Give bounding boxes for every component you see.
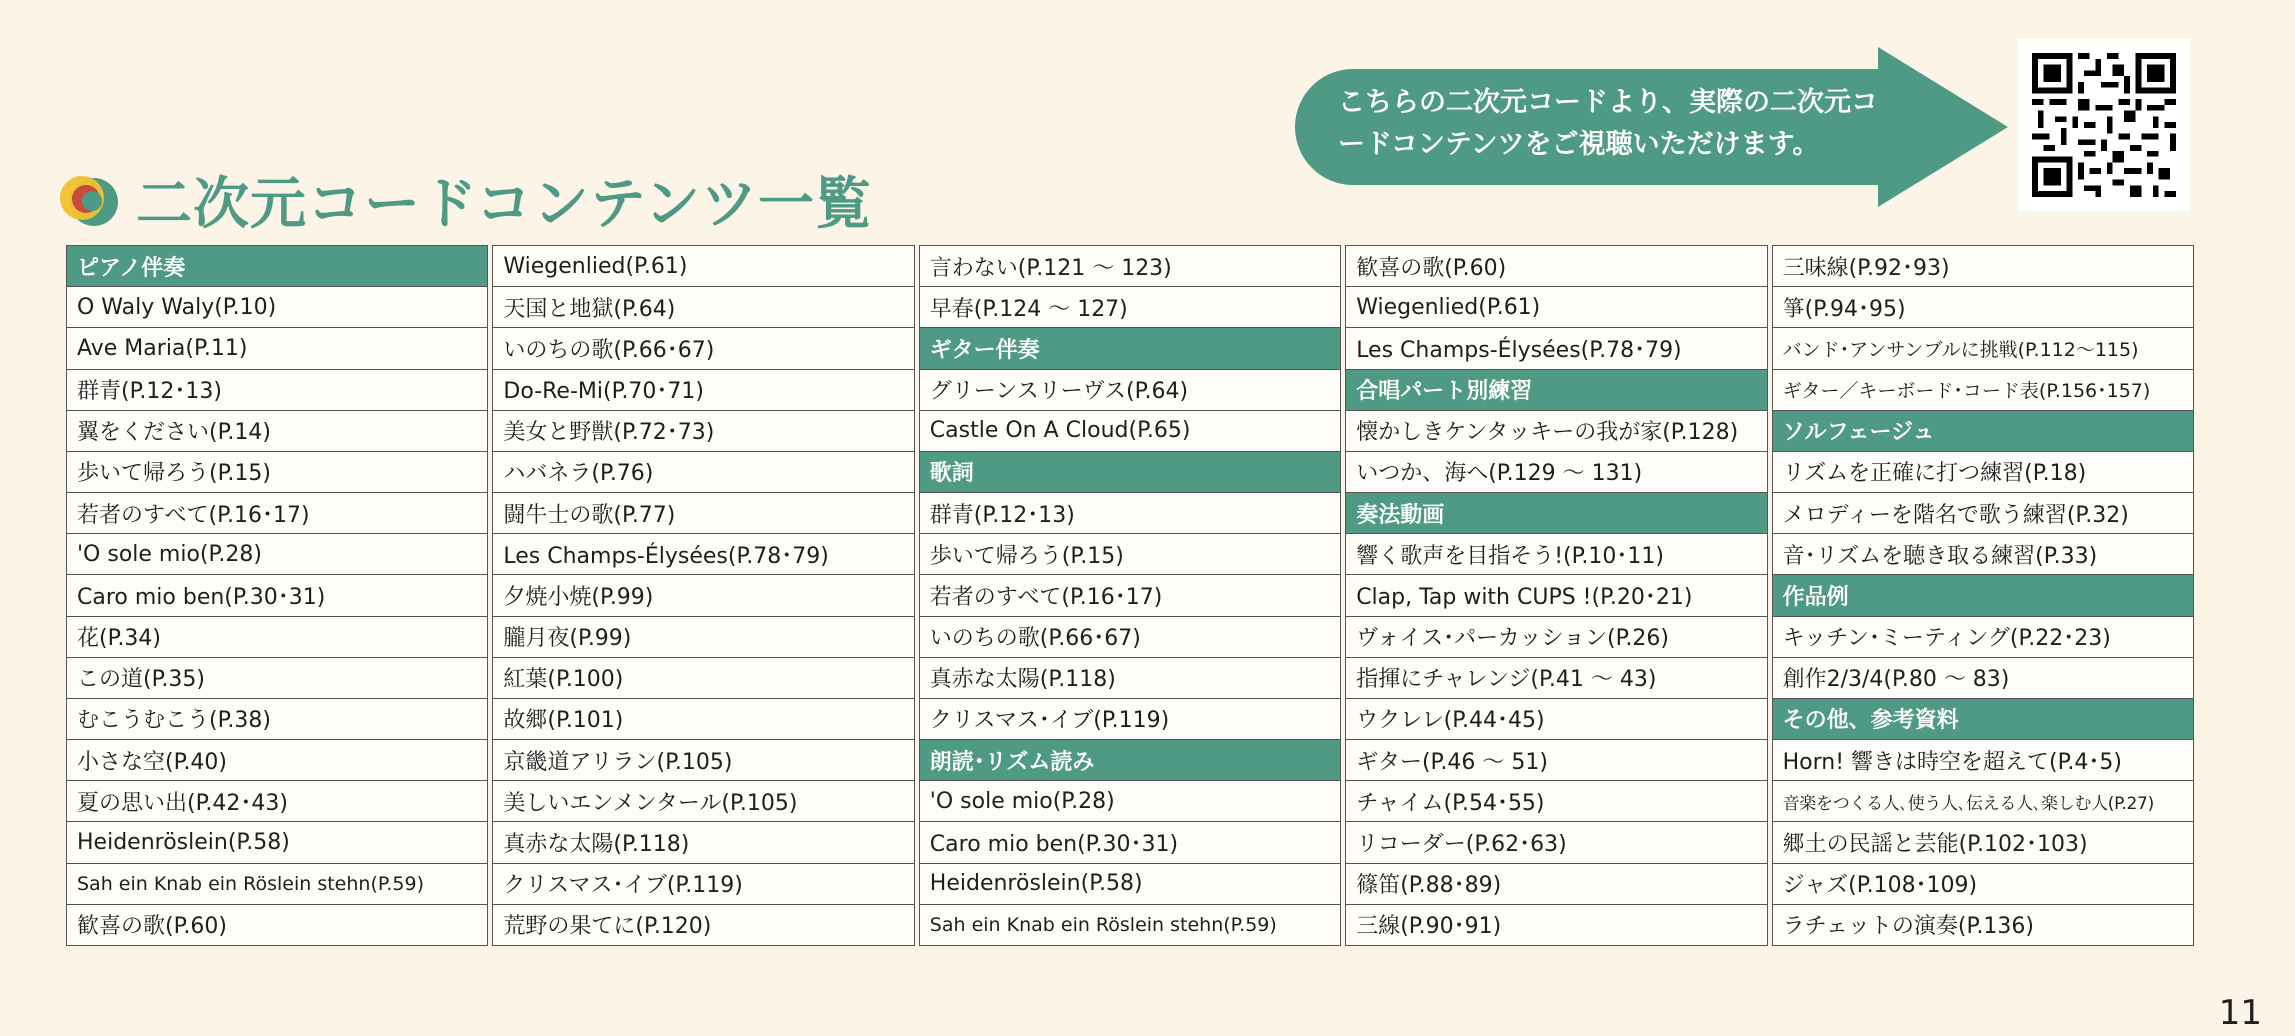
table-column-1	[66, 245, 488, 946]
table-cell: むこうむこう(P.38)	[67, 699, 487, 740]
table-cell: ヴォイス･パーカッション(P.26)	[1346, 617, 1766, 658]
table-cell: Sah ein Knab ein Röslein stehn(P.59)	[920, 905, 1340, 945]
table-cell: リコーダー(P.62･63)	[1346, 822, 1766, 863]
overlapping-circles-logo-icon	[56, 170, 122, 230]
table-cell: Sah ein Knab ein Röslein stehn(P.59)	[67, 864, 487, 905]
section-header: 奏法動画	[1346, 493, 1766, 534]
table-cell: Les Champs-Élysées(P.78･79)	[1346, 328, 1766, 369]
table-cell: 音楽をつくる人､使う人､伝える人､楽しむ人(P.27)	[1773, 781, 2193, 822]
table-cell: ハバネラ(P.76)	[493, 452, 913, 493]
table-cell: 歓喜の歌(P.60)	[67, 905, 487, 945]
table-cell: 三味線(P.92･93)	[1773, 246, 2193, 287]
table-cell: いのちの歌(P.66･67)	[920, 617, 1340, 658]
table-cell: Castle On A Cloud(P.65)	[920, 411, 1340, 452]
table-cell: 紅葉(P.100)	[493, 658, 913, 699]
table-cell: 翼をください(P.14)	[67, 411, 487, 452]
table-cell: 早春(P.124 ～ 127)	[920, 287, 1340, 328]
table-cell: いつか、海へ(P.129 ～ 131)	[1346, 452, 1766, 493]
section-header: その他、参考資料	[1773, 699, 2193, 740]
table-cell: Wiegenlied(P.61)	[493, 246, 913, 287]
table-cell: 指揮にチャレンジ(P.41 ～ 43)	[1346, 658, 1766, 699]
table-cell: 若者のすべて(P.16･17)	[67, 493, 487, 534]
table-cell: 箏(P.94･95)	[1773, 287, 2193, 328]
table-cell: O Waly Waly(P.10)	[67, 287, 487, 328]
table-cell: ジャズ(P.108･109)	[1773, 864, 2193, 905]
table-cell: ギター／キーボード･コード表(P.156･157)	[1773, 370, 2193, 411]
table-cell: リズムを正確に打つ練習(P.18)	[1773, 452, 2193, 493]
table-column-3	[919, 245, 1341, 946]
content-table	[66, 245, 2194, 946]
table-cell: Heidenröslein(P.58)	[920, 864, 1340, 905]
table-cell: ラチェットの演奏(P.136)	[1773, 905, 2193, 945]
table-column-2	[492, 245, 914, 946]
table-cell: クリスマス･イブ(P.119)	[920, 699, 1340, 740]
table-cell: Horn! 響きは時空を超えて(P.4･5)	[1773, 740, 2193, 781]
table-cell: メロディーを階名で歌う練習(P.32)	[1773, 493, 2193, 534]
table-cell: 歩いて帰ろう(P.15)	[920, 534, 1340, 575]
table-cell: 若者のすべて(P.16･17)	[920, 575, 1340, 616]
table-cell: 懐かしきケンタッキーの我が家(P.128)	[1346, 411, 1766, 452]
table-cell: 故郷(P.101)	[493, 699, 913, 740]
table-cell: Clap, Tap with CUPS !(P.20･21)	[1346, 575, 1766, 616]
page-title: 二次元コードコンテンツ一覧	[136, 172, 872, 237]
table-cell: この道(P.35)	[67, 658, 487, 699]
table-cell: 郷土の民謡と芸能(P.102･103)	[1773, 822, 2193, 863]
section-header: ピアノ伴奏	[67, 246, 487, 287]
table-cell: ウクレレ(P.44･45)	[1346, 699, 1766, 740]
table-column-5	[1772, 245, 2194, 946]
table-cell: Do-Re-Mi(P.70･71)	[493, 370, 913, 411]
table-cell: クリスマス･イブ(P.119)	[493, 864, 913, 905]
table-cell: 天国と地獄(P.64)	[493, 287, 913, 328]
table-column-4	[1345, 245, 1767, 946]
section-header: 朗読･リズム読み	[920, 740, 1340, 781]
section-header: 作品例	[1773, 575, 2193, 616]
table-cell: 'O sole mio(P.28)	[920, 781, 1340, 822]
table-cell: グリーンスリーヴス(P.64)	[920, 370, 1340, 411]
table-cell: 歓喜の歌(P.60)	[1346, 246, 1766, 287]
table-cell: Caro mio ben(P.30･31)	[920, 822, 1340, 863]
table-cell: 小さな空(P.40)	[67, 740, 487, 781]
table-cell: 朧月夜(P.99)	[493, 617, 913, 658]
table-cell: Ave Maria(P.11)	[67, 328, 487, 369]
banner-text: こちらの二次元コードより、実際の二次元コードコンテンツをご視聴いただけます。	[1338, 87, 1878, 160]
table-cell: 言わない(P.121 ～ 123)	[920, 246, 1340, 287]
table-cell: 三線(P.90･91)	[1346, 905, 1766, 945]
table-cell: 響く歌声を目指そう!(P.10･11)	[1346, 534, 1766, 575]
table-cell: Wiegenlied(P.61)	[1346, 287, 1766, 328]
table-cell: Les Champs-Élysées(P.78･79)	[493, 534, 913, 575]
table-cell: 歩いて帰ろう(P.15)	[67, 452, 487, 493]
table-cell: Heidenröslein(P.58)	[67, 822, 487, 863]
qr-code-icon[interactable]	[2018, 39, 2190, 211]
table-cell: 荒野の果てに(P.120)	[493, 905, 913, 945]
table-cell: 篠笛(P.88･89)	[1346, 864, 1766, 905]
table-cell: 'O sole mio(P.28)	[67, 534, 487, 575]
table-cell: チャイム(P.54･55)	[1346, 781, 1766, 822]
table-cell: 闘牛士の歌(P.77)	[493, 493, 913, 534]
table-cell: 夏の思い出(P.42･43)	[67, 781, 487, 822]
table-cell: 音･リズムを聴き取る練習(P.33)	[1773, 534, 2193, 575]
table-cell: 花(P.34)	[67, 617, 487, 658]
table-cell: 群青(P.12･13)	[67, 370, 487, 411]
table-cell: 夕焼小焼(P.99)	[493, 575, 913, 616]
table-cell: 真赤な太陽(P.118)	[493, 822, 913, 863]
title-block	[56, 160, 872, 240]
table-cell: いのちの歌(P.66･67)	[493, 328, 913, 369]
section-header: 合唱パート別練習	[1346, 370, 1766, 411]
section-header: ギター伴奏	[920, 328, 1340, 369]
table-cell: ギター(P.46 ～ 51)	[1346, 740, 1766, 781]
table-cell: 真赤な太陽(P.118)	[920, 658, 1340, 699]
table-cell: 美しいエンメンタール(P.105)	[493, 781, 913, 822]
page-number: 11	[2218, 993, 2262, 1033]
section-header: 歌詞	[920, 452, 1340, 493]
table-cell: 京畿道アリラン(P.105)	[493, 740, 913, 781]
table-cell: Caro mio ben(P.30･31)	[67, 575, 487, 616]
table-cell: 群青(P.12･13)	[920, 493, 1340, 534]
section-header: ソルフェージュ	[1773, 411, 2193, 452]
table-cell: 創作2/3/4(P.80 ～ 83)	[1773, 658, 2193, 699]
table-cell: 美女と野獣(P.72･73)	[493, 411, 913, 452]
table-cell: キッチン･ミーティング(P.22･23)	[1773, 617, 2193, 658]
table-cell: バンド･アンサンブルに挑戦(P.112～115)	[1773, 328, 2193, 369]
